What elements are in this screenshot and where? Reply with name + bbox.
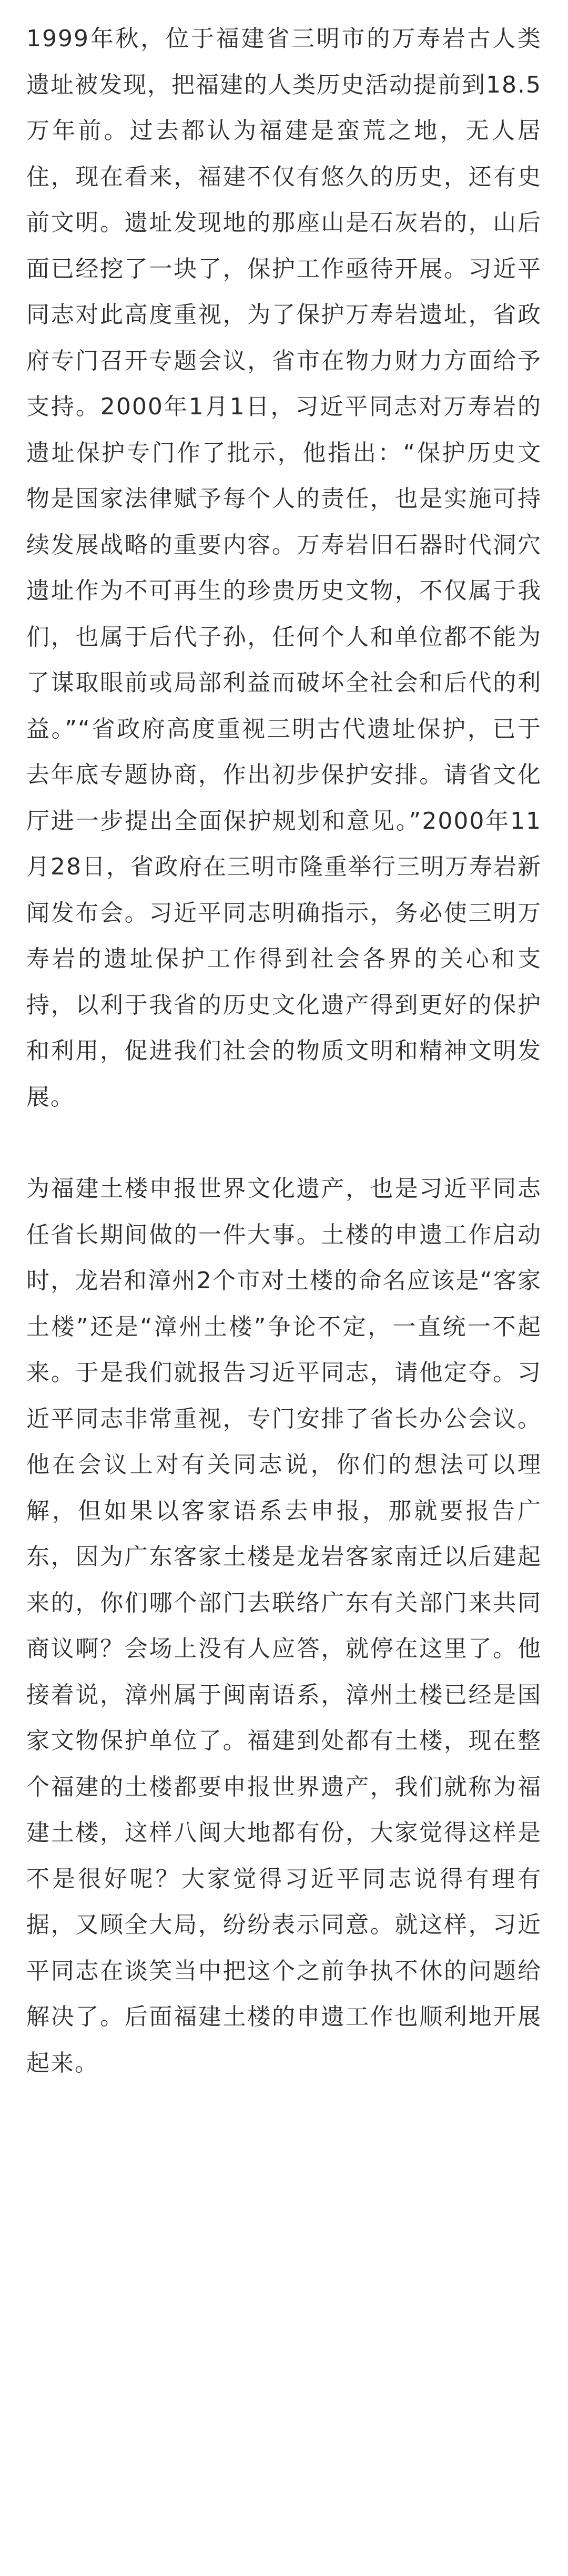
paragraph-wanshouyan: 1999年秋，位于福建省三明市的万寿岩古人类遗址被发现，把福建的人类历史活动提前到18.5万年前。过去都认为福建是蛮荒之地，无人居住，现在看来，福建不仅有悠久的历史，还有史前文明。遗址发现地的那座山是石灰岩的，山后面已经挖了一块了，保护工作亟待开展。习近平同志对此高度重视，为了保护万寿岩遗址，省政府专门召开专题会议，省市在物力财力方面给予支持。2000年1月1日，习近平同志对万寿岩的遗址保护专门作了批示，他指出：“保护历史文物是国家法律赋予每个人的责任，也是实施可持续发展战略的重要内容。万寿岩旧石器时代洞穴遗址作为不可再生的珍贵历史文物，不仅属于我们，也属于后代子孙，任何个人和单位都不能为了谋取眼前或局部利益而破坏全社会和后代的利益。”“省政府高度重视三明古代遗址保护，已于去年底专题协商，作出初步保护安排。请省文化厅进一步提出全面保护规划和意见。”2000年11月28日，省政府在三明市隆重举行三明万寿岩新闻发布会。习近平同志明确指示，务必使三明万寿岩的遗址保护工作得到社会各界的关心和支持，以利于我省的历史文化遗产得到更好的保护和利用，促进我们社会的物质文明和精神文明发展。 (26, 25, 542, 1111)
article-body (26, 16, 542, 2086)
paragraph-tulou: 为福建土楼申报世界文化遗产，也是习近平同志任省长期间做的一件大事。土楼的申遗工作启动时，龙岩和漳州2个市对土楼的命名应该是“客家土楼”还是“漳州土楼”争论不定，一直统一不起来。于是我们就报告习近平同志，请他定夺。习近平同志非常重视，专门安排了省长办公会议。他在会议上对有关同志说，你们的想法可以理解，但如果以客家语系去申报，那就要报告广东，因为广东客家土楼是龙岩客家南迁以后建起来的，你们哪个部门去联络广东有关部门来共同商议啊？会场上没有人应答，就停在这里了。他接着说，漳州属于闽南语系，漳州土楼已经是国家文物保护单位了。福建到处都有土楼，现在整个福建的土楼都要申报世界遗产，我们就称为福建土楼，这样八闽大地都有份，大家觉得这样是不是很好呢？大家觉得习近平同志说得有理有据，又顾全大局，纷纷表示同意。就这样，习近平同志在谈笑当中把这个之前争执不休的问题给解决了。后面福建土楼的申遗工作也顺利地开展起来。 (26, 1175, 542, 2076)
